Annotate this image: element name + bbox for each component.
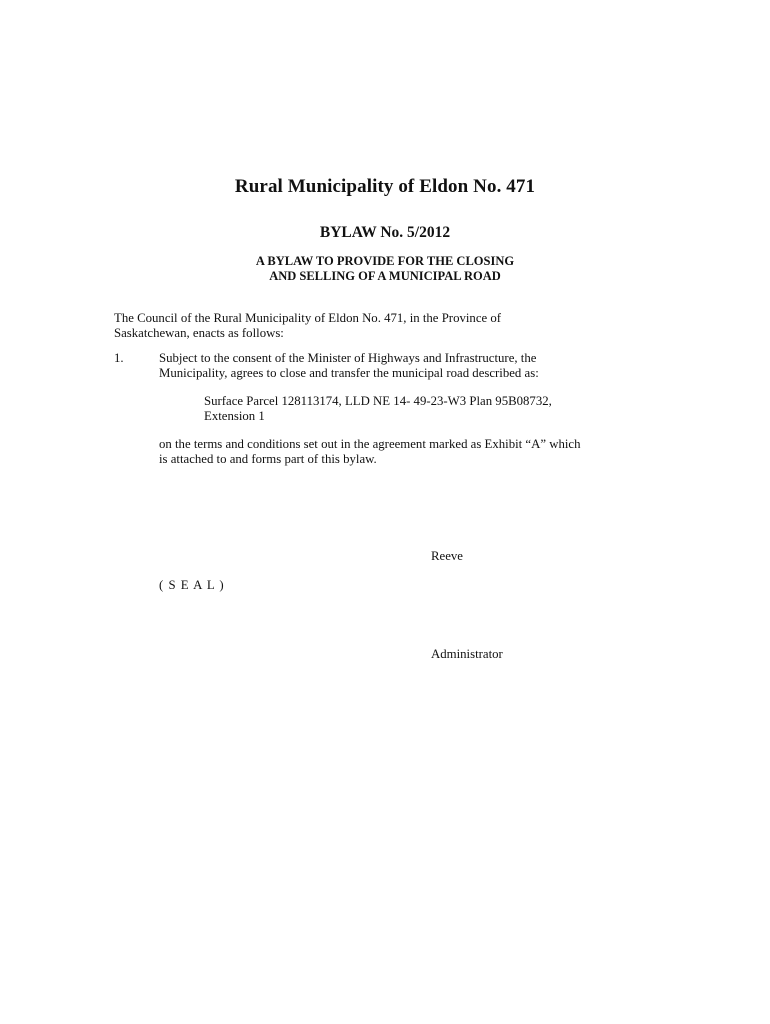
clause-text-line: Municipality, agrees to close and transfer the municipal road described as: [159,366,539,380]
seal-label: ( S E A L ) [159,578,225,592]
terms-text-line: is attached to and forms part of this bylaw. [159,452,377,466]
municipality-title: Rural Municipality of Eldon No. 471 [234,176,536,197]
preamble-line: Saskatchewan, enacts as follows: [114,326,284,340]
administrator-signature-label: Administrator [431,647,503,661]
bylaw-number: BYLAW No. 5/2012 [319,224,451,241]
clause-text [159,351,539,381]
parcel-description-line: Surface Parcel 128113174, LLD NE 14- 49-23-W3 Plan 95B08732, [204,394,552,408]
bylaw-purpose [0,254,770,284]
bylaw-purpose-line: AND SELLING OF A MUNICIPAL ROAD [269,269,501,283]
clause-text-line: Subject to the consent of the Minister of Highways and Infrastructure, the [159,351,537,365]
terms-text-line: on the terms and conditions set out in the agreement marked as Exhibit “A” which [159,437,581,451]
clause-number: 1. [114,351,124,365]
preamble [114,311,501,341]
bylaw-purpose-line: A BYLAW TO PROVIDE FOR THE CLOSING [255,254,515,268]
reeve-signature-label: Reeve [431,549,463,563]
parcel-description [204,394,552,424]
parcel-description-line: Extension 1 [204,409,265,423]
preamble-line: The Council of the Rural Municipality of Eldon No. 471, in the Province of [114,311,502,325]
terms-text [159,437,580,467]
